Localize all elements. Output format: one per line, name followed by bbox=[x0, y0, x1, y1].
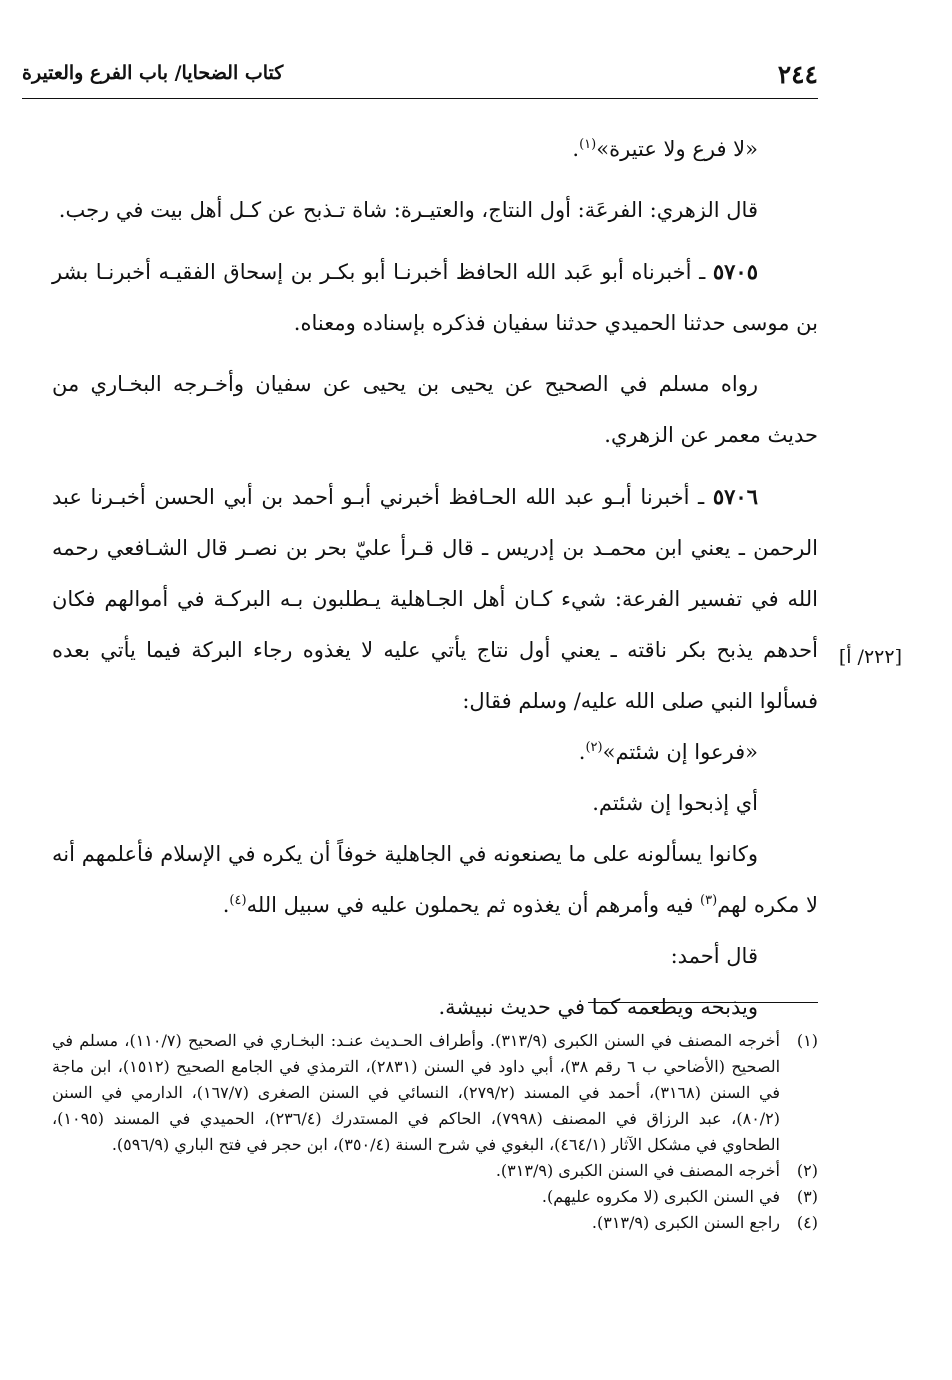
closing-paragraph: ويذبحه ويطعمه كما في حديث نبيشة. bbox=[438, 995, 758, 1019]
footnote-1 bbox=[52, 1028, 818, 1158]
footnote-ref: (٣) bbox=[700, 893, 718, 908]
hadith-text: ـ أخبرناه أبو عَبد الله الحافظ أخبرنـا أبو بكـر بن إسحاق الفقيـه أخبرنـا بشر بن موسى حدثنا الحميدي حدثنا سفيان فذكره بإسناده ومعناه. bbox=[52, 260, 818, 335]
quote-paragraph: «لا فرع ولا عتيرة»$^{(١)}$. bbox=[572, 137, 758, 161]
footnote-text: في السنن الكبرى (لا مكروه عليهم). bbox=[541, 1187, 780, 1206]
narration-paragraph: رواه مسلم في الصحيح عن يحيى بن يحيى عن سفيان وأخـرجه البخـاري من حديث معمر عن الزهري. bbox=[52, 372, 818, 447]
footnote-number: (٢) bbox=[796, 1161, 818, 1180]
main-text bbox=[52, 124, 818, 1033]
header-rule bbox=[22, 98, 818, 99]
custom-text-b: فيه وأمرهم أن يغذوه ثم يحملون عليه في سبيل الله bbox=[246, 893, 701, 917]
footnote-ref: (٤) bbox=[229, 893, 247, 908]
hadith-text: ـ أخبرنا أبـو عبد الله الحـافظ أخبرني أبـو أحمد بن أبي الحسن أخبـرنا عبد الرحمن ـ يعني ابن محمـد بن إدريس ـ قال قـرأ عليّ بحر بن نصـر قال الشـافعي رحمه الله في تفسير الفرعة: شيء كـان أهل الجـاهلية يـطلبون بـه البركـة في أموالهم فكان أحدهم يذبح بكر ناقته ـ يعني أول نتاج يأتي عليه لا يغذوه رجاء البركة فيما يأتي بعده فسألوا النبي صلى الله عليه/ وسلم فقال: bbox=[52, 485, 818, 713]
custom-paragraph: وكانوا يسألونه على ما يصنعونه في الجاهلية خوفاً أن يكره في الإسلام فأعلمهم أنه لا مكره لهم$^{(٣)}$ فيه وأمرهم أن يغذوه ثم يحملون عليه في سبيل الله$^{(٤)}$. bbox=[52, 842, 818, 917]
explanation-paragraph: أي إذبحوا إن شئتم. bbox=[592, 791, 758, 815]
hadith-number: ٥٧٠٥ bbox=[712, 259, 758, 284]
footnote-text: أخرجه المصنف في السنن الكبرى (٣١٣/٩). وأطراف الحـديث عنـد: البخـاري في الصحيح (١١٠/٧)، مسلم في الصحيح (الأضاحي ب ٦ رقم ٣٨)، أبي داود في السنن (٢٨٣١)، الترمذي في الجامع الصحيح (١٥١٢)، ابن ماجة في السنن (٣١٦٨)، أحمد في المسند (٢٧٩/٢)، النسائي في السنن الصغرى (١٦٧/٧)، الدارمي في السنن (٨٠/٢)، عبد الرزاق في المصنف (٧٩٩٨)، الحاكم في المستدرك (٢٣٦/٤)، الحميدي في المسند (١٠٩٥)، الطحاوي في مشكل الآثار (٤٦٤/١)، البغوي في شرح السنة (٣٥٠/٤)، ابن حجر في فتح الباري (٥٩٦/٩). bbox=[52, 1031, 781, 1154]
footnotes bbox=[52, 1028, 818, 1236]
footnote-separator bbox=[588, 1002, 818, 1003]
running-head: كتاب الضحايا/ باب الفرع والعتيرة bbox=[22, 62, 284, 84]
ahmad-paragraph: قال أحمد: bbox=[670, 944, 758, 968]
hadith-5706 bbox=[52, 471, 818, 727]
quote-paragraph: «فرعوا إن شئتم»$^{(٢)}$. bbox=[578, 740, 758, 764]
hadith-5705 bbox=[52, 246, 818, 349]
page-number: ٢٤٤ bbox=[777, 60, 818, 89]
manuscript-folio-marker: [٢٢٢/ أ] bbox=[838, 646, 902, 668]
zuhri-paragraph: قال الزهري: الفرعَة: أول النتاج، والعتيـرة: شاة تـذبح عن كـل أهل بيت في رجب. bbox=[58, 198, 758, 222]
footnote-text: راجع السنن الكبرى (٣١٣/٩). bbox=[591, 1213, 780, 1232]
footnote-ref: (٢) bbox=[585, 740, 603, 755]
footnote-ref: (١) bbox=[579, 137, 597, 152]
quote-text: «لا فرع ولا عتيرة» bbox=[596, 137, 758, 161]
footnote-2 bbox=[52, 1158, 818, 1184]
footnote-4 bbox=[52, 1210, 818, 1236]
custom-text-a: وكانوا يسألونه على ما يصنعونه في الجاهلية خوفاً أن يكره في الإسلام فأعلمهم أنه لا مكره لهم bbox=[52, 842, 818, 917]
footnote-number: (٣) bbox=[796, 1187, 818, 1206]
quote-text: «فرعوا إن شئتم» bbox=[602, 740, 758, 764]
footnote-text: أخرجه المصنف في السنن الكبرى (٣١٣/٩). bbox=[495, 1161, 780, 1180]
footnote-3 bbox=[52, 1184, 818, 1210]
footnote-number: (١) bbox=[796, 1031, 818, 1050]
hadith-number: ٥٧٠٦ bbox=[712, 484, 758, 509]
footnote-number: (٤) bbox=[796, 1213, 818, 1232]
page-header bbox=[22, 58, 818, 98]
